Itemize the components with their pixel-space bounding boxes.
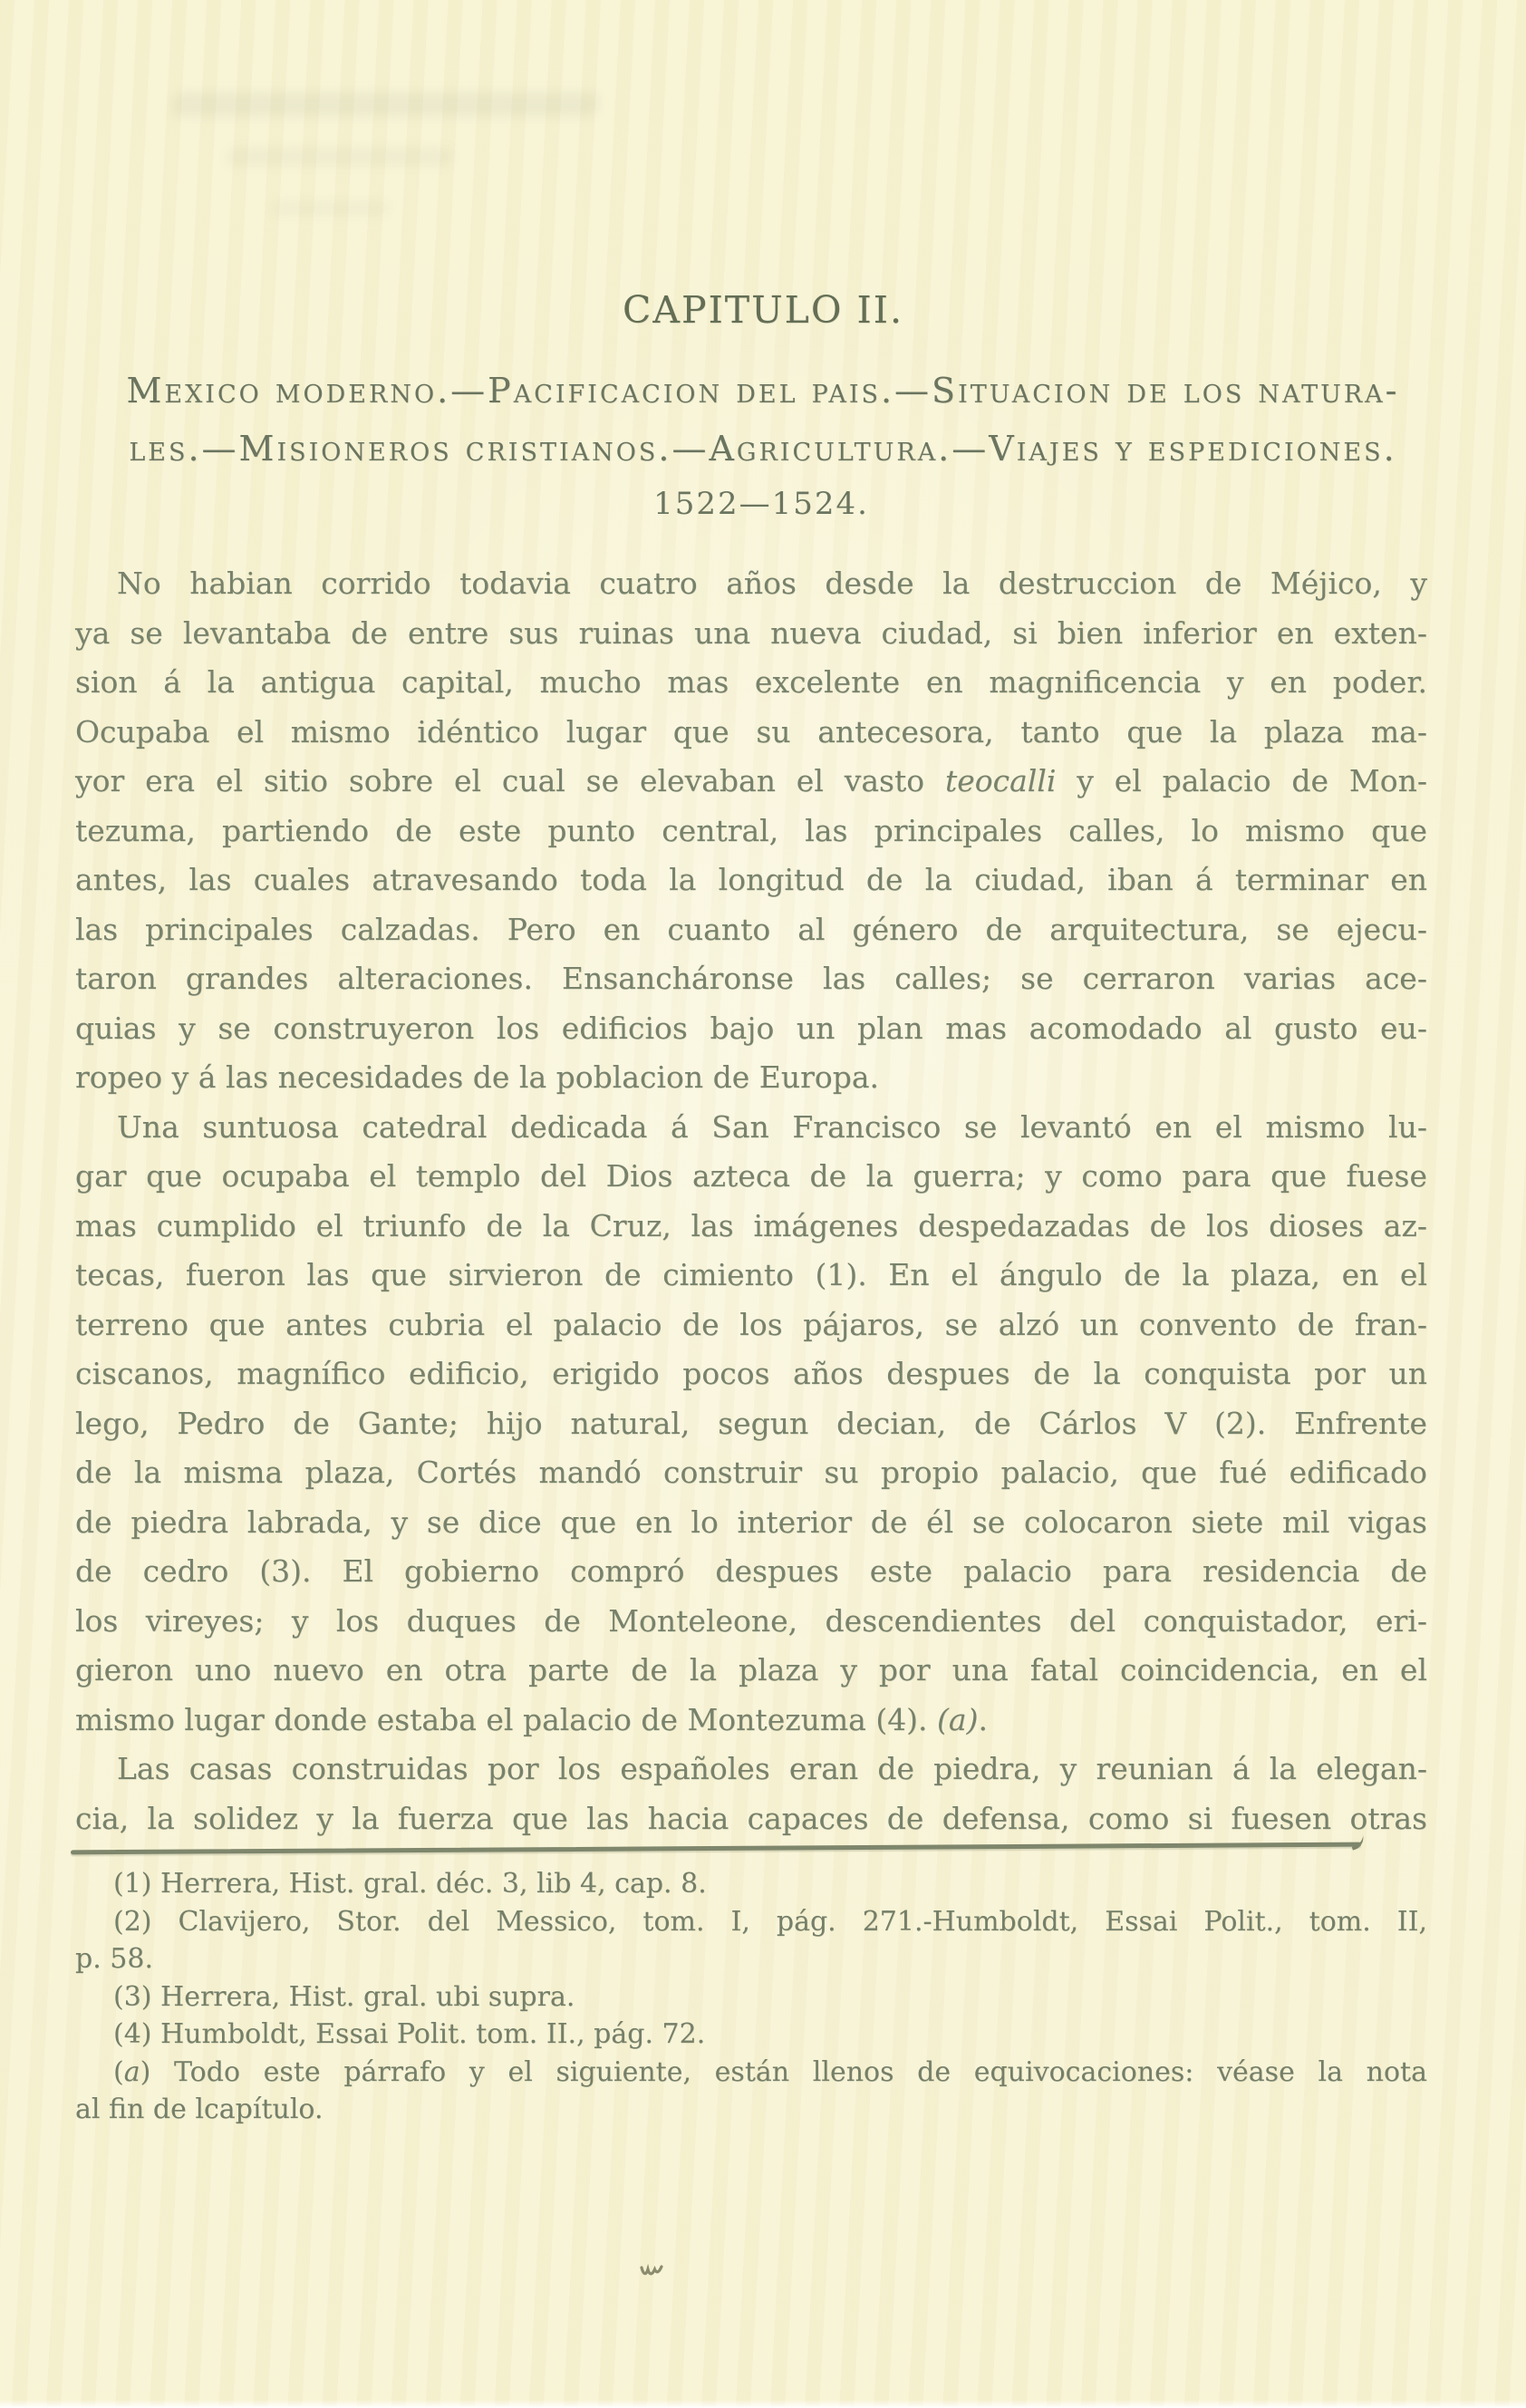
footnote-line xyxy=(75,2054,1427,2092)
body-line: tezuma, partiendo de este punto central, las principales calles, lo mismo que xyxy=(75,812,1427,848)
footnote-line: (3) Herrera, Hist. gral. ubi supra. xyxy=(113,1980,575,2013)
footnotes xyxy=(75,1865,1427,2129)
body-line: de la misma plaza, Cortés mandó construir su propio palacio, que fué edificado xyxy=(75,1455,1427,1490)
body-line xyxy=(75,1696,1427,1746)
body-line: ropeo y á las necesidades de la poblacion de Europa. xyxy=(75,1059,880,1095)
body-line: Ocupaba el mismo idéntico lugar que su antecesora, tanto que la plaza ma- xyxy=(75,713,1427,749)
ink-squiggle-icon xyxy=(640,2264,663,2278)
body-line: ya se levantaba de entre sus ruinas una nueva ciudad, si bien inferior en exten- xyxy=(75,614,1427,651)
footnote-segment: ) Todo este párrafo y el siguiente, están llenos de equivocaciones: véase la nota xyxy=(140,2055,1427,2088)
body-line-segment: mismo lugar donde estaba el palacio de Montezuma (4). xyxy=(75,1701,938,1737)
chapter-title: CAPITULO II. xyxy=(623,288,903,332)
italic-term: teocalli xyxy=(944,763,1057,798)
body-text xyxy=(75,559,1427,1843)
show-through-smudge xyxy=(226,148,454,166)
body-line-segment: yor era el sitio sobre el cual se elevaban el vasto xyxy=(75,763,945,798)
body-line: terreno que antes cubria el palacio de los pájaros, se alzó un convento de fran- xyxy=(75,1306,1427,1342)
chapter-summary-line: les.—Misioneros cristianos.—Agricultura.—Viajes y espediciones. xyxy=(129,429,1397,469)
footnote-line: p. 58. xyxy=(75,1943,153,1975)
body-line: gieron uno nuevo en otra parte de la plaza y por una fatal coincidencia, en el xyxy=(75,1652,1427,1688)
chapter-date-range: 1522—1524. xyxy=(653,486,869,522)
body-line: tecas, fueron las que sirvieron de cimiento (1). En el ángulo de la plaza, en el xyxy=(75,1257,1427,1292)
body-line: ciscanos, magnífico edificio, erigido pocos años despues de la conquista por un xyxy=(75,1356,1427,1391)
show-through-smudge xyxy=(271,201,391,216)
body-line: sion á la antigua capital, mucho mas excelente en magnificencia y en poder. xyxy=(75,664,1427,700)
footnote-marker-a: (a) xyxy=(937,1701,979,1737)
body-line: de cedro (3). El gobierno compró despues este palacio para residencia de xyxy=(75,1553,1427,1589)
footnote-separator-rule xyxy=(71,1842,1361,1855)
body-line-segment: y el palacio de Mon- xyxy=(1056,763,1427,798)
body-line: los vireyes; y los duques de Monteleone, descendientes del conquistador, eri- xyxy=(75,1602,1427,1639)
body-line-segment: . xyxy=(978,1701,988,1737)
body-line: las principales calzadas. Pero en cuanto al género de arquitectura, se ejecu- xyxy=(75,911,1427,947)
footnote-segment: ( xyxy=(113,2055,124,2088)
body-line: Una suntuosa catedral dedicada á San Francisco se levantó en el mismo lu- xyxy=(117,1108,1427,1145)
body-line: gar que ocupaba el templo del Dios azteca de la guerra; y como para que fuese xyxy=(75,1158,1427,1194)
footnote-line: (1) Herrera, Hist. gral. déc. 3, lib 4, cap. 8. xyxy=(113,1868,707,1900)
body-line: antes, las cuales atravesando toda la longitud de la ciudad, iban á terminar en xyxy=(75,862,1427,897)
footnote-line: al fin de lcapítulo. xyxy=(75,2094,324,2125)
body-line: quias y se construyeron los edificios bajo un plan mas acomodado al gusto eu- xyxy=(75,1010,1427,1046)
body-line xyxy=(75,757,1427,807)
body-line: Las casas construidas por los españoles eran de piedra, y reunian á la elegan- xyxy=(117,1751,1427,1786)
chapter-summary-line: Mexico moderno.—Pacificacion del pais.—Situacion de los natura- xyxy=(126,371,1400,411)
footnote-line: (2) Clavijero, Stor. del Messico, tom. I, pág. 271.-Humboldt, Essai Polit., tom. II, xyxy=(113,1905,1427,1938)
body-line: mas cumplido el triunfo de la Cruz, las imágenes despedazadas de los dioses az- xyxy=(75,1207,1427,1243)
body-line: taron grandes alteraciones. Ensancháronse las calles; se cerraron varias ace- xyxy=(75,961,1427,996)
show-through-smudge xyxy=(171,92,600,116)
footnote-line: (4) Humboldt, Essai Polit. tom. II., pág. 72. xyxy=(113,2018,706,2050)
body-line: lego, Pedro de Gante; hijo natural, segun decian, de Cárlos V (2). Enfrente xyxy=(75,1405,1427,1441)
body-line: cia, la solidez y la fuerza que las hacia capaces de defensa, como si fuesen otras xyxy=(75,1800,1427,1836)
body-line: No habian corrido todavia cuatro años desde la destruccion de Méjico, y xyxy=(117,566,1427,601)
body-line: de piedra labrada, y se dice que en lo interior de él se colocaron siete mil vigas xyxy=(75,1504,1427,1540)
footnote-marker-a: a xyxy=(123,2055,140,2088)
chapter-summary xyxy=(83,362,1443,478)
